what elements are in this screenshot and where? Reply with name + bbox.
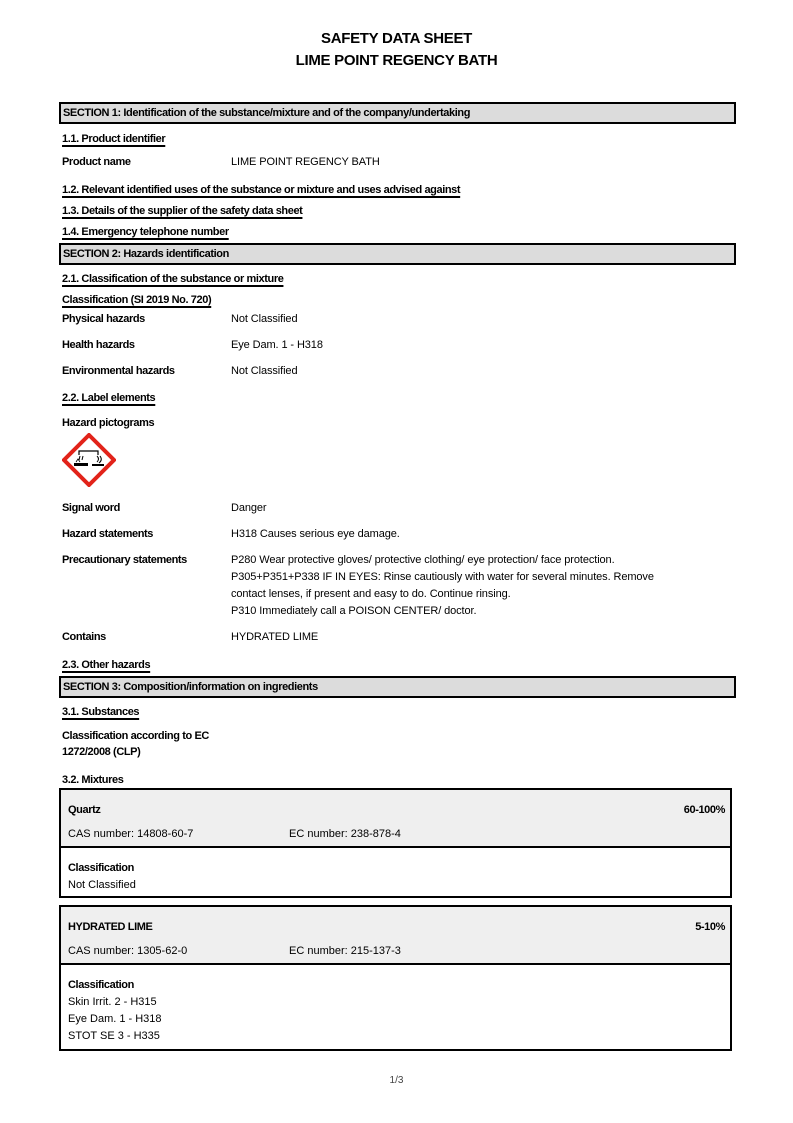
- health-hazards-value: Eye Dam. 1 - H318: [231, 339, 323, 351]
- physical-hazards-label: Physical hazards: [62, 313, 145, 325]
- hazard-statements-value: H318 Causes serious eye damage.: [231, 528, 400, 540]
- mixture-classification: [61, 848, 730, 900]
- subsection-3-1: 3.1. Substances: [62, 706, 140, 718]
- component-percent: 60-100%: [683, 804, 725, 816]
- environmental-hazards-value: Not Classified: [231, 365, 298, 377]
- classification-title: Classification (SI 2019 No. 720): [62, 294, 212, 306]
- product-name-value: LIME POINT REGENCY BATH: [231, 156, 380, 168]
- page-number: 1/3: [389, 1075, 404, 1086]
- subsection-3-2: 3.2. Mixtures: [62, 774, 124, 786]
- component-percent: 5-10%: [695, 921, 725, 933]
- classification-title: Classification: [68, 862, 134, 874]
- classification-line: Not Classified: [68, 879, 136, 891]
- mixture-classification: [61, 965, 730, 1051]
- contains-label: Contains: [62, 631, 106, 643]
- ec-number: EC number: 238-878-4: [289, 828, 401, 840]
- precautionary-statements: [231, 552, 654, 620]
- signal-word-label: Signal word: [62, 502, 120, 514]
- environmental-hazards-label: Environmental hazards: [62, 365, 175, 377]
- health-hazards-label: Health hazards: [62, 339, 135, 351]
- signal-word-value: Danger: [231, 502, 267, 514]
- subsection-1-3: 1.3. Details of the supplier of the safety data sheet: [62, 205, 303, 217]
- subsection-1-2: 1.2. Relevant identified uses of the substance or mixture and uses advised against: [62, 184, 461, 196]
- section-2-heading: SECTION 2: Hazards identification: [59, 243, 736, 265]
- precautionary-line: contact lenses, if present and easy to do. Continue rinsing.: [231, 588, 511, 600]
- document-title: SAFETY DATA SHEET: [320, 30, 473, 47]
- subsection-1-1: 1.1. Product identifier: [62, 133, 166, 145]
- ec-number: EC number: 215-137-3: [289, 945, 401, 957]
- classification-line: Skin Irrit. 2 - H315: [68, 996, 157, 1008]
- mixture-header: [61, 790, 730, 848]
- classification-ec-line2: 1272/2008 (CLP): [62, 746, 141, 758]
- subsection-1-4: 1.4. Emergency telephone number: [62, 226, 229, 238]
- mixture-header: [61, 907, 730, 965]
- classification-line: Eye Dam. 1 - H318: [68, 1013, 162, 1025]
- cas-number: CAS number: 14808-60-7: [68, 828, 194, 840]
- subsection-2-1: 2.1. Classification of the substance or mixture: [62, 273, 284, 285]
- mixture-component-quartz: [59, 788, 732, 898]
- hazard-pictograms-label: Hazard pictograms: [62, 417, 155, 429]
- section-3-heading: SECTION 3: Composition/information on ingredients: [59, 676, 736, 698]
- classification-ec-line1: Classification according to EC: [62, 730, 209, 742]
- physical-hazards-value: Not Classified: [231, 313, 298, 325]
- classification-title: Classification: [68, 979, 134, 991]
- precautionary-line: P305+P351+P338 IF IN EYES: Rinse cautiously with water for several minutes. Remove: [231, 571, 654, 583]
- mixture-component-hydrated-lime: [59, 905, 732, 1051]
- component-name: HYDRATED LIME: [68, 921, 153, 933]
- precautionary-line: P280 Wear protective gloves/ protective clothing/ eye protection/ face protection.: [231, 554, 615, 566]
- classification-line: STOT SE 3 - H335: [68, 1030, 160, 1042]
- subsection-2-2: 2.2. Label elements: [62, 392, 156, 404]
- product-name-label: Product name: [62, 156, 131, 168]
- precautionary-line: P310 Immediately call a POISON CENTER/ doctor.: [231, 605, 477, 617]
- precautionary-statements-label: Precautionary statements: [62, 554, 187, 566]
- contains-value: HYDRATED LIME: [231, 631, 319, 643]
- product-title: LIME POINT REGENCY BATH: [295, 52, 498, 69]
- hazard-statements-label: Hazard statements: [62, 528, 154, 540]
- subsection-2-3: 2.3. Other hazards: [62, 659, 151, 671]
- component-name: Quartz: [68, 804, 101, 816]
- cas-number: CAS number: 1305-62-0: [68, 945, 188, 957]
- corrosion-pictogram-icon: [62, 433, 116, 487]
- section-1-heading: SECTION 1: Identification of the substance/mixture and of the company/undertaking: [59, 102, 736, 124]
